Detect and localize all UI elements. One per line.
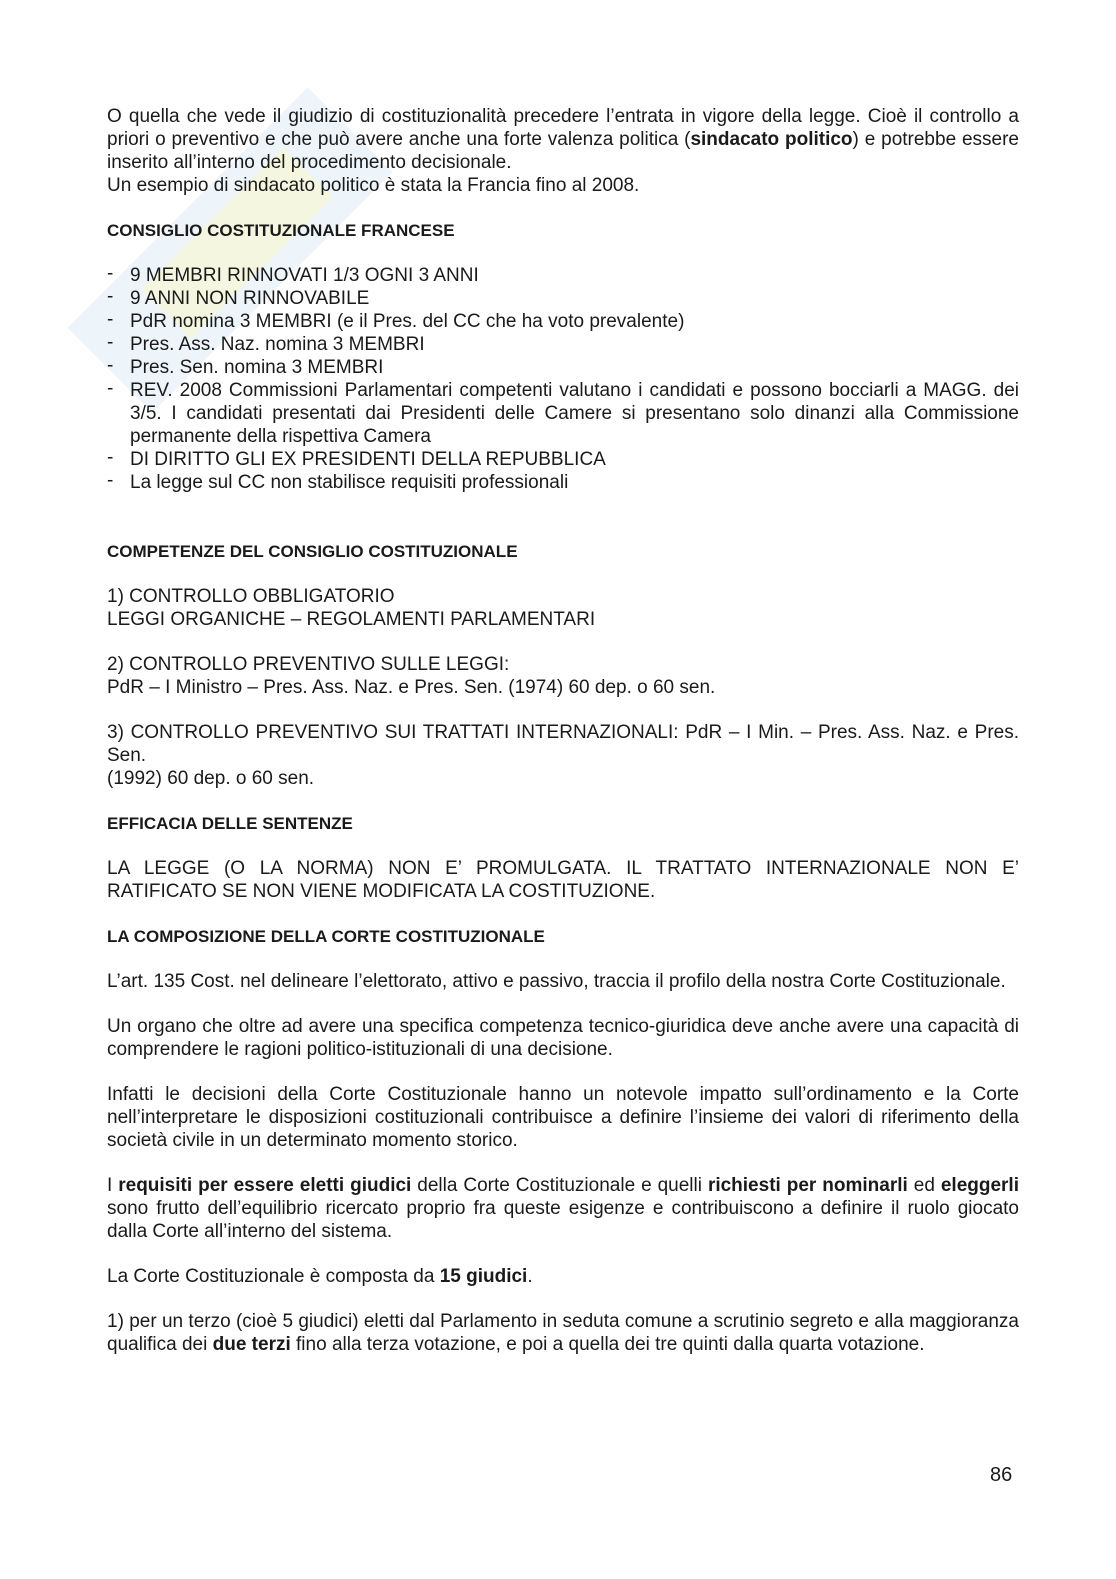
list-item: - DI DIRITTO GLI EX PRESIDENTI DELLA REPUBBLICA <box>107 448 1019 471</box>
heading-composizione: LA COMPOSIZIONE DELLA CORTE COSTITUZIONALE <box>107 927 545 946</box>
efficacia-text: LA LEGGE (O LA NORMA) NON E’ PROMULGATA. IL TRATTATO INTERNAZIONALE NON E’ RATIFICATO SE NON VIENE MODIFICATA LA COSTITUZIONE. <box>107 858 1019 902</box>
composizione-paragraph-2: Un organo che oltre ad avere una specifica competenza tecnico-giuridica deve anche avere una capacità di comprendere le ragioni politico-istituzionali di una decisione. <box>107 1016 1019 1060</box>
list-item: - 9 MEMBRI RINNOVATI 1/3 OGNI 3 ANNI <box>107 264 1019 287</box>
list-item: - La legge sul CC non stabilisce requisiti professionali <box>107 471 1019 494</box>
competenza-3-detail: (1992) 60 dep. o 60 sen. <box>107 768 315 789</box>
list-item: - 9 ANNI NON RINNOVABILE <box>107 287 1019 310</box>
list-item: - Pres. Sen. nomina 3 MEMBRI <box>107 356 1019 379</box>
intro-example: Un esempio di sindacato politico è stata la Francia fino al 2008. <box>107 175 640 196</box>
composizione-paragraph-5: La Corte Costituzionale è composta da 15 giudici. <box>107 1266 533 1287</box>
heading-competenze: COMPETENZE DEL CONSIGLIO COSTITUZIONALE <box>107 542 518 561</box>
competenza-3-title: 3) CONTROLLO PREVENTIVO SUI TRATTATI INTERNAZIONALI: PdR – I Min. – Pres. Ass. Naz. e Pres. Sen. <box>107 722 1019 766</box>
competenza-2-detail: PdR – I Ministro – Pres. Ass. Naz. e Pres. Sen. (1974) 60 dep. o 60 sen. <box>107 677 716 698</box>
composizione-paragraph-6: 1) per un terzo (cioè 5 giudici) eletti dal Parlamento in seduta comune a scrutinio segreto e alla maggioranza qualifica dei due terzi fino alla terza votazione, e poi a quella dei tre quinti dalla quarta votazione. <box>107 1311 1019 1355</box>
competenza-1-detail: LEGGI ORGANICHE – REGOLAMENTI PARLAMENTARI <box>107 609 596 630</box>
list-item: - REV. 2008 Commissioni Parlamentari competenti valutano i candidati e possono bocciarli a MAGG. dei 3/5. I candidati presentati dai Presidenti delle Camere si presentano solo dinanzi alla Commissione permanente della rispettiva Camera <box>107 379 1019 448</box>
competenza-1-title: 1) CONTROLLO OBBLIGATORIO <box>107 586 395 607</box>
composizione-paragraph-4: I requisiti per essere eletti giudici della Corte Costituzionale e quelli richiesti per nominarli ed eleggerli sono frutto dell’equilibrio ricercato proprio fra queste esigenze e contribuiscono a definire il ruolo giocato dalla Corte all’interno del sistema. <box>107 1175 1019 1242</box>
composizione-paragraph-1: L’art. 135 Cost. nel delineare l’elettorato, attivo e passivo, traccia il profilo della nostra Corte Costituzionale. <box>107 971 1006 992</box>
intro-paragraph: O quella che vede il giudizio di costituzionalità precedere l’entrata in vigore della legge. Cioè il controllo a priori o preventivo e che può avere anche una forte valenza politica (sindacato politico) e potrebbe essere inserito all’interno del procedimento decisionale. <box>107 106 1020 173</box>
heading-consiglio: CONSIGLIO COSTITUZIONALE FRANCESE <box>107 221 455 240</box>
list-item: - Pres. Ass. Naz. nomina 3 MEMBRI <box>107 333 1019 356</box>
list-item: - PdR nomina 3 MEMBRI (e il Pres. del CC che ha voto prevalente) <box>107 310 1019 333</box>
competenza-2-title: 2) CONTROLLO PREVENTIVO SULLE LEGGI: <box>107 654 510 675</box>
composizione-paragraph-3: Infatti le decisioni della Corte Costituzionale hanno un notevole impatto sull’ordinamento e la Corte nell’interpretare le disposizioni costituzionali contribuisce a definire l’insieme dei valori di riferimento della società civile in un determinato momento storico. <box>107 1084 1019 1151</box>
document-page <box>107 105 1019 1356</box>
heading-efficacia: EFFICACIA DELLE SENTENZE <box>107 814 353 833</box>
page-number: 86 <box>990 1464 1013 1486</box>
consiglio-list <box>107 264 1019 494</box>
